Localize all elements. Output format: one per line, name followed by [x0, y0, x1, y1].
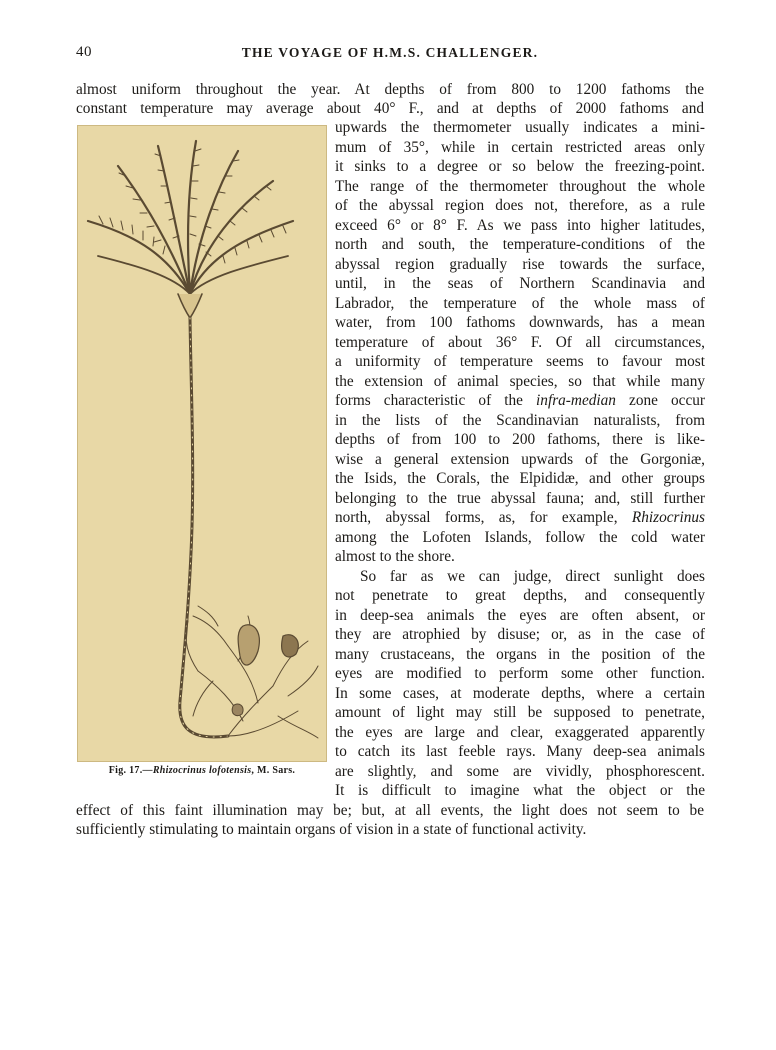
body-text-line: abyssal region gradually rise towards the surface, [335, 255, 705, 273]
body-text-line: not penetrate to great depths, and consequently [335, 587, 705, 604]
page-header [76, 44, 704, 64]
body-text-line: the extension of animal species, so that while many [335, 372, 705, 390]
body-text-line: depths of from 100 to 200 fathoms, there is like- [335, 431, 705, 448]
body-text-line: almost to the shore. [335, 548, 455, 565]
body-text-line: effect of this faint illumination may be; but, at all events, the light does not seem to be [76, 801, 704, 819]
figure-caption [77, 765, 327, 776]
body-text-line [335, 508, 705, 528]
body-text-line: to catch its last feeble rays. Many deep-sea animals [335, 743, 705, 760]
body-text-line: in the lists of the Scandinavian naturalists, from [335, 411, 705, 429]
species-author: , M. Sars. [251, 765, 296, 776]
body-text-line: they are atrophied by disuse; or, as in the case of [335, 626, 705, 643]
body-text-line: the eyes are large and clear, exaggerated apparently [335, 723, 705, 741]
body-text-line: are slightly, and some are vividly, phosphorescent. [335, 762, 705, 780]
body-text-line: north and south, the temperature-conditions of the [335, 236, 705, 253]
body-text-line: of the abyssal region does not, therefore, as a rule [335, 197, 705, 214]
body-text-line: belonging to the true abyssal fauna; and, still further [335, 489, 705, 507]
body-text-line: So far as we can judge, direct sunlight does [360, 567, 705, 585]
body-text-line: the Isids, the Corals, the Elpididæ, and other groups [335, 470, 705, 487]
body-text-line: Labrador, the temperature of the whole mass of [335, 294, 705, 312]
figure-label: Fig. 17.— [108, 765, 153, 776]
text-run: north, abyssal forms, as, for example, [335, 509, 632, 526]
body-text-line: temperature of about 36° F. Of all circumstances, [335, 333, 705, 351]
body-text-line: many crustaceans, the organs in the position of the [335, 645, 705, 663]
body-text-line: upwards the thermometer usually indicates a mini- [335, 119, 705, 136]
body-text-line: a uniformity of temperature seems to favour most [335, 353, 705, 370]
text-run: zone occur [615, 392, 705, 409]
body-text-line: it sinks to a degree or so below the freezing-point. [335, 158, 705, 175]
body-text-line: water, from 100 fathoms downwards, has a mean [335, 314, 705, 331]
body-text-line: among the Lofoten Islands, follow the cold water [335, 528, 705, 546]
body-text-line: It is difficult to imagine what the object or the [335, 782, 705, 799]
italic-term: Rhizocrinus [631, 509, 705, 526]
body-text-line: wise a general extension upwards of the Gorgoniæ, [335, 450, 705, 468]
species-name: Rhizocrinus lofotensis [152, 765, 252, 776]
text-run: forms characteristic of the [335, 392, 537, 409]
body-text-line: amount of light may still be supposed to penetrate, [335, 704, 705, 721]
rhizocrinus-illustration [78, 126, 327, 762]
italic-term: infra-median [536, 392, 616, 409]
figure-plate [77, 125, 327, 762]
body-text-line: The range of the thermometer throughout the whole [335, 177, 705, 195]
body-text-line: sufficiently stimulating to maintain organs of vision in a state of functional activity. [76, 821, 587, 838]
body-text-line: almost uniform throughout the year. At depths of from 800 to 1200 fathoms the [76, 81, 704, 98]
body-text-line: in deep-sea animals the eyes are often absent, or [335, 606, 705, 624]
body-text-line: exceed 6° or 8° F. As we pass into higher latitudes, [335, 216, 705, 234]
body-text-line [335, 391, 705, 411]
running-head: THE VOYAGE OF H.M.S. CHALLENGER. [241, 45, 539, 60]
body-text-line: mum of 35°, while in certain restricted areas only [335, 138, 705, 156]
body-text-line: In some cases, at moderate depths, where a certain [335, 684, 705, 702]
body-text-line: until, in the seas of Northern Scandinavia and [335, 275, 705, 292]
body-text-line: constant temperature may average about 40° F., and at depths of 2000 fathoms and [76, 100, 704, 117]
body-text-line: eyes are modified to perform some other function. [335, 665, 705, 682]
page-number: 40 [76, 44, 92, 60]
